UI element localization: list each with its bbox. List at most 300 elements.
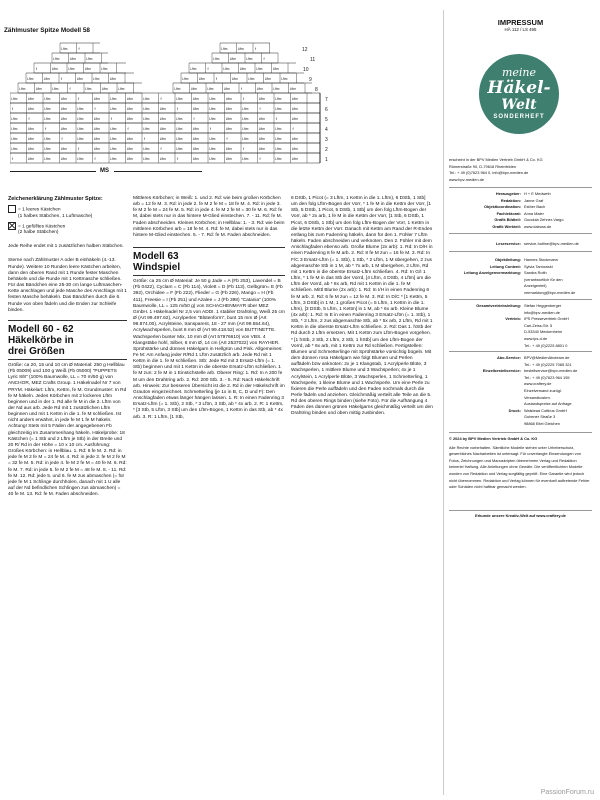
divider — [133, 275, 285, 276]
filled-cell-label: f — [94, 107, 96, 111]
empty-cell-label: Lftm — [143, 106, 150, 111]
empty-cell-label: Lftm — [126, 106, 133, 111]
filled-cell-label: f — [207, 67, 209, 71]
impressum-row — [449, 323, 592, 330]
legend-item-1 — [8, 205, 127, 213]
filled-cell-label: f — [12, 157, 14, 161]
empty-box-icon — [8, 205, 16, 213]
empty-cell-label: Lftm — [291, 146, 298, 151]
filled-cell-label: f — [259, 107, 261, 111]
empty-cell-label: Lftm — [159, 156, 166, 161]
filled-cell-label: f — [259, 157, 261, 161]
filled-cell-label: f — [241, 87, 243, 91]
legend-2a: = 1 gefülltes Kästchen — [18, 224, 66, 229]
empty-cell-label: Lftm — [126, 136, 133, 141]
empty-cell-label: Lftm — [223, 86, 230, 91]
impressum-key — [449, 336, 524, 343]
impressum-key: Leitung Content: — [489, 263, 521, 269]
empty-cell-label: Lftm — [44, 146, 51, 151]
impressum-key — [449, 421, 524, 428]
empty-cell-label: Lftm — [209, 146, 216, 151]
row-number: 4 — [325, 127, 328, 133]
empty-cell-label: Lftm — [60, 96, 67, 101]
crochet-chart — [10, 38, 340, 168]
legend-item-2 — [8, 222, 127, 230]
empty-cell-label: Lftm — [264, 76, 271, 81]
website: www.bpv-medien.de — [449, 176, 485, 182]
impressum-row — [449, 362, 592, 369]
empty-cell-label: Lftm — [176, 146, 183, 151]
filled-cell-label: f — [61, 77, 63, 81]
row-number: 9 — [309, 77, 312, 83]
impressum-row — [449, 310, 592, 317]
empty-cell-label: Lftm — [176, 96, 183, 101]
empty-cell-label: Lftm — [229, 56, 236, 61]
impressum-title: IMPRESSUM — [497, 18, 544, 27]
filled-cell-label: f — [177, 157, 179, 161]
column-separator — [443, 10, 444, 795]
empty-cell-label: Lftm — [209, 116, 216, 121]
logo-line-4: SONDERHEFT — [493, 114, 545, 120]
empty-cell-label: Lftm — [110, 106, 117, 111]
empty-cell-label: Lftm — [77, 106, 84, 111]
row-number: 5 — [325, 117, 328, 123]
impressum-key — [449, 381, 524, 388]
empty-cell-label: Lftm — [221, 46, 228, 51]
legal-info — [449, 436, 592, 491]
empty-cell-label: Lftm — [76, 76, 83, 81]
empty-cell-label: Lftm — [242, 106, 249, 111]
divider — [449, 251, 592, 252]
empty-cell-label: Lftm — [143, 116, 150, 121]
impressum-value: Sylvia Tarnowski — [524, 263, 553, 269]
empty-cell-label: Lftm — [225, 116, 232, 121]
row-number: 1 — [325, 157, 328, 163]
filled-cell-label: f — [28, 117, 30, 121]
impressum-value: Hannes Stockmann — [524, 257, 558, 262]
impressum-row — [449, 257, 592, 264]
impressum-key — [449, 283, 524, 290]
impressum-row — [449, 191, 592, 198]
section-sub-63: Windspiel — [133, 262, 181, 274]
impressum-value: Gundula Zehner-Vargo — [524, 217, 564, 223]
legend-2b: (2 halbe Stäbchen) — [18, 230, 59, 236]
impressum-value: info@bpv-medien.de — [524, 309, 560, 315]
empty-cell-label: Lftm — [231, 76, 238, 81]
impressum-value: bestellservice@bpv-medien.de — [524, 368, 578, 374]
empty-cell-label: Lftm — [192, 126, 199, 131]
empty-cell-label: Lftm — [44, 156, 51, 161]
impressum-value: vermarktung@bpv-medien.de — [524, 289, 576, 295]
empty-cell-label: Lftm — [27, 106, 34, 111]
impressum-key — [449, 395, 524, 402]
empty-cell-label: Lftm — [110, 136, 117, 141]
empty-cell-label: Lftm — [93, 76, 100, 81]
filled-cell-label: f — [127, 127, 129, 131]
impressum-value: IPS Pressevertrieb GmbH — [524, 316, 569, 322]
address: Römerstraße 90, D-79618 Rheinfelden — [449, 163, 517, 169]
row-number: 8 — [315, 87, 318, 93]
empty-cell-label: Lftm — [84, 66, 91, 71]
empty-cell-label: Lftm — [60, 146, 67, 151]
empty-cell-label: Lftm — [182, 76, 189, 81]
filled-cell-label: f — [36, 67, 38, 71]
filled-cell-label: f — [243, 147, 245, 151]
empty-cell-label: Lftm — [258, 126, 265, 131]
empty-cell-label: Lftm — [27, 76, 34, 81]
empty-cell-label: Lftm — [176, 136, 183, 141]
note-2: Sterne nach Zählmuster A oder B einhäkeln (4.-13. Runde). Weitere 10 Runden leere Kästchen arbeiten, dann den oberen Rand mit 1 Runde fester Maschen behäkeln und die Runde mit 1 Kettmasche schließen. Für das Bändchen eine 25-30 cm lange Luftmaschen-Kette anschlagen und jede Masche des Anschlags mit 1 festen Masche behäkeln. Das Bändchen durch die 6. Runde von oben fädeln und die Enden zur Schleife binden. — [8, 258, 127, 313]
empty-cell-label: Lftm — [60, 126, 67, 131]
impressum-row — [449, 355, 592, 362]
empty-cell-label: Lftm — [242, 136, 249, 141]
impressum-key — [449, 362, 524, 369]
footer-link[interactable]: Erkunde unsere Kreativ-Welt auf www.craftery.de — [475, 513, 566, 518]
impressum-row — [449, 241, 592, 248]
empty-cell-label: Lftm — [242, 156, 249, 161]
empty-cell-label: Lftm — [275, 156, 282, 161]
section-title-63: Modell 63 — [133, 251, 179, 263]
empty-cell-label: Lftm — [27, 146, 34, 151]
empty-cell-label: Lftm — [77, 116, 84, 121]
impressum-row — [449, 368, 592, 375]
empty-cell-label: Lftm — [77, 156, 84, 161]
empty-cell-label: Lftm — [225, 146, 232, 151]
empty-cell-label: Lftm — [190, 86, 197, 91]
impressum-key: Abo-Service: — [497, 355, 521, 360]
impressum-key: Grafik Bildteil: — [494, 217, 521, 223]
filled-cell-label: f — [12, 107, 14, 111]
empty-cell-label: Lftm — [27, 136, 34, 141]
divider — [449, 299, 592, 300]
row-number: 2 — [325, 147, 328, 153]
filled-cell-label: f — [160, 147, 162, 151]
impressum-row — [449, 198, 592, 205]
empty-cell-label: Lftm — [275, 146, 282, 151]
instructions-60: Größe: ca 20, 15 und 10 cm Ø Material: 250 g Hellblau (Fb 05009) und 100 g Weiß (Fb 05000) "PUPPETS Lyric 8/8" (100% Baumwolle, LL = 70 m/50 g) von ANCHOR, MEZ Crafts Group. 1 Häkelnadel Nr 7 von PRYM. Häkelart: Lftm, Kettm, fe M. Grundmuster: In Rd fe M häkeln. Jedes Körbchen mit 2 lockeren Lftm beginnen und in der 1. Rd alle fe M in die 2. Lftm von der Nd aus arb. Jede Rd mit 1 zusätzlichen Lftm beginnen und mit 1 Kettm in die 1. fe M schließen. Ist nicht anders erwähnt, in jede fe M 1 fe M häkeln. Achtung! Stets mit 5 Fäden der angegebenen Fb gleichzeitig im Zusammenhang häkeln. Häkelprobe: 18 Kästchen (= 1 Stb und 2 Lftm je Stb) in der Breite und 20 R/ Rd in der Höhe = 10 x 10 cm. Ausführung: Großes Körbchen: in Hellblau. 1. Rd: 6 fe M. 2. Rd: in jede fe M 2 fe M = 24 fe M. 4. Rd: in jede 3. fe M 2 fe M = 32 fe M. 5. Rd: in jede 4. fe M 2 fe M = 40 fe M. 6. Rd: fe M. 7. Rd: in jede 5. fe M 2 fe M = 48 fe M. 8. - 11. Rd: fe M. 12. Rd: jede 5. und 6. fe M zus abmaschen (= für jede fe M 1 Schlinge durchholen, danach mit 1 U alle auf der Nd befindlichen Schlingen zus abmaschen) = 40 fe M. 13. Rd: fe M. Faden abschneiden. — [8, 362, 127, 498]
empty-cell-label: Lftm — [258, 116, 265, 121]
impressum-row — [449, 204, 592, 211]
ms-line-left — [10, 171, 96, 172]
empty-cell-label: Lftm — [11, 146, 18, 151]
filled-cell-label: f — [45, 127, 47, 131]
empty-cell-label: Lftm — [256, 66, 263, 71]
impressum-key — [449, 323, 524, 330]
empty-cell-label: Lftm — [159, 106, 166, 111]
impressum-row — [449, 283, 592, 290]
empty-cell-label: Lftm — [209, 136, 216, 141]
impressum-value: Tel.: + 49 (0)7623 964 155 — [524, 374, 570, 380]
empty-cell-label: Lftm — [225, 96, 232, 101]
empty-cell-label: Lftm — [110, 156, 117, 161]
impressum-row — [449, 381, 592, 388]
legal-text: Alle Rechte vorbehalten. Sämtliche Modelle stehen unter Urheberschutz, gewerbliches Nacharbeiten ist untersagt. Für unverlangte Einsendungen von Fotos, Zeichnungen und Manuskripten übernehmen Verlag und Redaktion keinerlei Haftung. Alle Anleitungen ohne Gewähr. Die veröffentlichten Modelle wurden von Redaktion und Verlag sorgfältig geprüft. Eine Garantie wird jedoch nicht übernommen. Redaktion und Verlag können für eventuell auftretende Fehler oder Schäden nicht haftbar gemacht werden. — [449, 444, 590, 490]
empty-cell-label: Lftm — [291, 116, 298, 121]
empty-cell-label: Lftm — [242, 126, 249, 131]
empty-cell-label: Lftm — [246, 56, 253, 61]
empty-cell-label: Lftm — [60, 106, 67, 111]
instructions-63-cont: 6 DStb, 1 Picot (= 3 Lftm, 1 Kettm in die 1. Lftm), 6 DStb, 1 Stb] um den folg Lftm-Bogen der Vorr, * 1 fe M in die Kettm der Vorr, [1 Stb, 5 DStb, 1 Picot, 5 DStb, 1 Stb] um den folg Lftm-Bogen der Vorr, ab * 2x arb, 1 fe M in die Kettm der Vorr, [1 Stb, 6 DStb, 1 Picot, 6 DStb, 1 Stb] um den folg Lftm-Bogen der Vorr, 1 Kettm in die letzte Kettm der Vorr. Danach mit Kettm am Rand der R-Enden entlang bis zum Fadenring häkeln, dann für den 1. Fühler 7 Lftm häkeln. Faden abschneiden und verknoten. Den 2. Fühler mit dem Anschlagfaden ebenso arb. Große Blume (2x arb): 1. Rd: In D/H in einen Fadenring 8 fe M arb. 2. Rd: 8 fe M zun = 16 fe M. 3. Rd: In F/C 3 Ersatz-Lftm (= 1. Stb), 1 Stb, * 2 Lftm, 1 M übergehen, 2 zus abgemaschte Stb in 1 M, ab * 7x arb, 1 M übergehen, 2 Lftm, Rd mit 1 Kettm in die oberste Ersatz-Lftm schließen. 4. Rd: In G/I 1 Lftm, * 1 fe M in das Stb der Vorrd, [4 Lftm, 4 DStb, 4 Lftm] um die Lftm der Vorrd, ab * 8x arb, Rd mit 1 Kettm in die 1. fe M schließen. Mittl Blume (2x arb): 1. Rd: In I/H in einen Fadenring 6 fe M arb. 2. Rd: 6 fe M zun = 12 fe M. 3. Rd: In D/C * [1 Kettm, 5 Lftm, 3 DStb] in 1 M, 1 großes Picot (= 5 Lftm, 1 Kettm in die 1. Lftm), [3 DStb, 5 Lftm, 1 Kettm] in 1 M, ab * 6x arb. Kleine Blume (4x arb): 1. Rd: In E in einen Fadenring 3 Ersatz-Lftm (= 1. Stb), 1 Stb, * 2 Lftm, 2 zus abgemaschte Stb, ab * 5x arb, 2 Lftm, Rd mit 1 Kettm in die oberste Ersatz-Lftm schließen. 2. Rd: Das 1. hStb der Rd durch 2 Lftm ersetzen. Mit 1 Kettm zum Lftm-Bogen vorgehen. * [1 hStb, 2 Stb, 2 Lftm, 2 Stb, 1 hStb] um den Lftm-Bogen der Vorrd, ab * 6x arb, mit 1 Kettm zur Rd schließen. Fertigstellen: Blumen und Schmetterlinge mit Sprühstärke vorsichtig bügeln. Mit dem dünnen rosa Häkelgarn wie folgt Blumen und Perlen auffädeln bzw anknoten: 2x je 1 Klangstab, 1 Acrylperle Blüte, 3 Wachsperlen, 1 mittlere Blume und 3 Wachsperlen; 4x je 1 Acrylstein, 1 Acrylperle Blüte, 3 Wachsperlen, 1 Schmetterling, 1 Wachsperle, 1 kleine Blume und 1 Wachsperle. Um eine Perle zu fixieren die Perle auffädeln und den Faden nochmals durch die Perle fädeln und anziehen. Gleichmäßig verteilt alle Teile an die 5. Rd des oberen Rings binden (siehe Foto). Für die Aufhängung 4 Fäden des dünnen grünen Häkelgarns gleichmäßig verteilt um den Drahtring binden und oben mittig zusbinden. — [291, 196, 433, 417]
column-1 — [8, 196, 127, 498]
divider — [449, 432, 592, 433]
empty-cell-label: Lftm — [176, 116, 183, 121]
empty-cell-label: Lftm — [61, 46, 68, 51]
empty-cell-label: Lftm — [291, 106, 298, 111]
empty-cell-label: Lftm — [126, 116, 133, 121]
chart-title: Zählmuster Spitze Modell 58 — [4, 27, 90, 34]
empty-cell-label: Lftm — [291, 136, 298, 141]
empty-cell-label: Lftm — [272, 66, 279, 71]
filled-cell-label: f — [210, 127, 212, 131]
filled-cell-label: f — [78, 47, 80, 51]
ms-line-right — [114, 171, 202, 172]
filled-cell-label: f — [263, 57, 265, 61]
empty-cell-label: Lftm — [225, 126, 232, 131]
impressum-key: Leserservice: — [495, 241, 521, 246]
phone: Tel.: + 49 (0)7623 964 0, info@bpv-medien.de — [449, 170, 529, 176]
filled-cell-label: f — [276, 117, 278, 121]
impressum-key — [449, 343, 524, 350]
row-number: 11 — [310, 57, 316, 63]
column-2 — [133, 196, 285, 421]
empty-cell-label: Lftm — [35, 86, 42, 91]
impressum-row — [449, 270, 592, 277]
impressum-row — [449, 217, 592, 224]
impressum-value: 98868 Eitel Gleichen — [524, 420, 560, 426]
empty-cell-label: Lftm — [207, 86, 214, 91]
empty-cell-label: Lftm — [273, 86, 280, 91]
impressum-key: Vertrieb: — [505, 316, 521, 322]
divider — [449, 233, 592, 234]
filled-cell-label: f — [94, 157, 96, 161]
impressum-row — [449, 414, 592, 421]
impressum-key — [449, 310, 524, 317]
empty-cell-label: Lftm — [43, 76, 50, 81]
empty-cell-label: Lftm — [223, 66, 230, 71]
empty-cell-label: Lftm — [11, 126, 18, 131]
impressum-row — [449, 264, 592, 271]
empty-cell-label: Lftm — [258, 96, 265, 101]
impressum-key — [449, 414, 524, 421]
note-1: Jede Reihe endet mit 1 zusätzlichen halben Stäbchen. — [8, 244, 124, 250]
empty-cell-label: Lftm — [291, 156, 298, 161]
impressum-header — [449, 18, 592, 33]
impressum-key: Gesamtvertriebsleitung: — [476, 303, 521, 308]
empty-cell-label: Lftm — [44, 106, 51, 111]
impressum-row — [449, 401, 592, 408]
impressum-key: Einzelbestellservice: — [482, 368, 521, 374]
instructions-63: Größe: ca 25 cm Ø Material: Je 50 g Jade = A (Fb 253), Lavendel = B (Fb 0422), Cyclam = C (Fb 114), Violett = D (Fb 113), Gelbgrün= E (Fb 392), Orchidee = F (Fb 222), Flieder = G (Fb 226), Mango = H (Fb 411), Freesie = I (Fb 251) und Azalee = J (Fb 398) "Catania" (100% Baumwolle, LL = 125 m/50 g) von SCHACHENMAYR über MEZ GmbH. 1 Häkelnadel Nr 2,5 von ADDI. 1 stabiler Drahtring, Weiß 25 cm Ø (Art 99.497.62), Acrylperlen "Blütenform", bunt 15 mm Ø (Art 99.874.00), Acrylsteine, transparent, 18 - 27 mm (Art 99.554.64), Acrylwachsperlen, bunt 8 mm Ø (Art 99.418.52) von BUTTINETTE. Wachsperlen bunter Mix, 10 mm Ø (Art 57976610) von VBS. 4 Klangstäbe hohl, Silber, 6 mm Ø, 14 cm (Art 2537022) von RAYHER. Sprühstärke und dünnes Häkelgarn in Hellgrün und Pink. Allgemeines: Fe M: Am Anfang jeder R/Rd 1 Lftm zusätzlich arb. Jede Rd mit 1 Kettm in die 1. fe M schließen. Stb: Jede Rd mit 3 Ersatz-Lftm (= 1. Stb) beginnen und mit 1 Kettm in die oberste Ersatz-Lftm schließen. 1 fe M zun: 2 fe M in 1 Einstichstelle arb. Oberer Ring: 1. Rd: In A 200 fe M um den Drahtring arb. 2. Rd: 200 Stb. 3. - 5. Rd: Nach Häkelschrift arb. Hinweis: Zur besseren Übersicht ist die 2. Rd in der Häkelschrift im Grauton eingezeichnet. Schmetterling (je 1x in B, C, D und F): Den Anschlagfaden etwas länger hängen lassen. 1. R: In einen Fadenring 3 Ersatz-Lftm (= 1. Stb), 2 Stb, * 3 Lftm, 3 Stb, ab * 4x arb. 2. R: 1 Kettm, * [3 Stb, 5 Lftm, 3 Stb] um den Lftm-Bogen, 1 Kettm in das Stb, ab * 4x arb. 3. R: 1 Lftm, [1 Stb, — [133, 279, 285, 420]
empty-cell-label: Lftm — [110, 96, 117, 101]
empty-cell-label: Lftm — [85, 86, 92, 91]
empty-cell-label: Lftm — [242, 116, 249, 121]
impressum-value: D-53340 Meckenheim — [524, 329, 563, 335]
row-number: 12 — [302, 47, 308, 53]
empty-cell-label: Lftm — [27, 96, 34, 101]
empty-cell-label: Lftm — [11, 116, 18, 121]
empty-cell-label: Lftm — [69, 56, 76, 61]
impressum-value: Carl-Zeiss-Str. 5 — [524, 322, 553, 328]
empty-cell-label: Lftm — [44, 116, 51, 121]
empty-cell-label: Lftm — [60, 116, 67, 121]
impressum-value: Sandra Roith — [524, 270, 547, 276]
empty-cell-label: Lftm — [237, 46, 244, 51]
impressum-key — [449, 388, 524, 395]
empty-cell-label: Lftm — [225, 156, 232, 161]
filled-cell-label: f — [216, 77, 218, 81]
empty-cell-label: Lftm — [239, 66, 246, 71]
empty-cell-label: Lftm — [51, 66, 58, 71]
staff-list — [449, 191, 592, 231]
impressum-key: Grafik Werkteil: — [492, 223, 521, 229]
logo-line-1: meine — [501, 66, 537, 79]
filled-cell-label: f — [78, 147, 80, 151]
empty-cell-label: Lftm — [275, 106, 282, 111]
impressum-key — [449, 375, 524, 382]
empty-cell-label: Lftm — [126, 96, 133, 101]
magazine-logo — [479, 54, 559, 134]
impressum-key: Fachlektorat: — [496, 210, 521, 216]
empty-cell-label: Lftm — [44, 136, 51, 141]
impressum-key: Redaktion: — [500, 197, 521, 203]
empty-cell-label: Lftm — [93, 96, 100, 101]
empty-cell-label: Lftm — [192, 106, 199, 111]
impressum-row — [449, 395, 592, 402]
empty-cell-label: Lftm — [281, 76, 288, 81]
impressum-value: Stefan Heggenberger — [524, 303, 562, 308]
impressum-row — [449, 329, 592, 336]
impressum-value: Tel.: + 49 (0)2225 8801 0 — [524, 342, 568, 348]
empty-cell-label: Lftm — [27, 156, 34, 161]
publisher-info — [449, 157, 592, 183]
impressum-value: Janne Graf — [524, 197, 544, 203]
filled-cell-label: f — [78, 97, 80, 101]
filled-cell-label: f — [292, 127, 294, 131]
impressum-value: Tel.: + 49 (0)2225 7085 321 — [524, 361, 572, 367]
empty-cell-label: Lftm — [291, 96, 298, 101]
impressum-key: Objektleitung: — [494, 257, 521, 262]
empty-cell-label: Lftm — [192, 136, 199, 141]
empty-cell-label: Lftm — [198, 76, 205, 81]
divider — [8, 320, 127, 321]
empty-cell-label: Lftm — [192, 156, 199, 161]
impressum-row — [449, 421, 592, 428]
empty-cell-label: Lftm — [258, 146, 265, 151]
empty-cell-label: Lftm — [19, 86, 26, 91]
ms-label: MS — [100, 168, 109, 174]
impressum-row — [449, 408, 592, 415]
impressum-key — [449, 290, 524, 297]
empty-cell-label: Lftm — [192, 146, 199, 151]
divider — [8, 359, 127, 360]
impressum-value: Anzeigenteil) — [524, 283, 547, 289]
impressum-row — [449, 290, 592, 297]
empty-cell-label: Lftm — [159, 126, 166, 131]
empty-cell-label: Lftm — [60, 156, 67, 161]
empty-cell-label: Lftm — [110, 146, 117, 151]
impressum-value: www.dabuss.de — [524, 223, 552, 229]
impressum-value: www.ips-d.de — [524, 335, 548, 341]
legend-title: Zeichenerklärung Zählmuster Spitze: — [8, 196, 103, 202]
empty-cell-label: Lftm — [118, 86, 125, 91]
empty-cell-label: Lftm — [176, 126, 183, 131]
empty-cell-label: Lftm — [190, 66, 197, 71]
empty-cell-label: Lftm — [11, 136, 18, 141]
impressum-value: service-hotline@bpv-medien.de — [524, 241, 579, 246]
impressum-row — [449, 388, 592, 395]
impressum-key: Leitung Anzeigenvermarktung: — [463, 270, 521, 276]
empty-cell-label: Lftm — [143, 146, 150, 151]
impressum-key — [449, 401, 524, 408]
row-number: 6 — [325, 107, 328, 113]
filled-cell-label: f — [61, 137, 63, 141]
impressum-value: Anna Maier — [524, 210, 544, 216]
section-sub-1: Häkelkörbe in — [8, 334, 74, 346]
empty-cell-label: Lftm — [110, 126, 117, 131]
impressum-value: Einzelversand zuzügl. — [524, 387, 562, 393]
impressum-row — [449, 277, 592, 284]
empty-cell-label: Lftm — [86, 56, 93, 61]
impressum-value: Gubener Straße 3 — [524, 414, 556, 420]
impressum-value: Walstead Cottbus GmbH — [524, 407, 567, 413]
impressum-row — [449, 343, 592, 350]
empty-cell-label: Lftm — [93, 146, 100, 151]
empty-cell-label: Lftm — [275, 126, 282, 131]
empty-cell-label: Lftm — [143, 156, 150, 161]
filled-cell-label: f — [160, 97, 162, 101]
impressum-row — [449, 224, 592, 231]
section-sub-2: drei Größen — [8, 345, 65, 357]
empty-cell-label: Lftm — [159, 116, 166, 121]
empty-cell-label: Lftm — [213, 56, 220, 61]
empty-cell-label: Lftm — [101, 66, 108, 71]
empty-cell-label: Lftm — [143, 126, 150, 131]
filled-cell-label: f — [243, 97, 245, 101]
row-number: 3 — [325, 137, 328, 143]
publisher: erscheint in der BPV Medien Vertrieb GmbH & Co. KG — [449, 157, 543, 162]
empty-cell-label: Lftm — [258, 136, 265, 141]
instructions-60-cont: Mittleres Körbchen; in Weiß: 1. und 2. Rd: wie beim großen Körbchen arb = 12 fe M. 3. Rd: in jede 2. fe M 2 fe M = 18 fe M. 4. Rd: in jede 3. fe M 2 fe M = 24 fe M. 5. Rd: in jede 4. fe M 2 fe M = 30 fe M. 6. Rd: fe M, dabei stets nur in das hintere M-Glied einstechen. 7. - 11. Rd: fe M. Faden abschneiden. Kleines Körbchen; in Hellblau: 1. - 3. Rd: wie beim mittleren Körbchen arb = 18 fe M. 4. Rd: fe M, dabei stets nur in das hintere M-Glied einstechen. 5. - 7. Rd: fe M. Faden abschneiden. — [133, 196, 285, 238]
filled-cell-label: f — [193, 117, 195, 121]
management-list — [449, 257, 592, 297]
impressum-key — [449, 277, 524, 284]
empty-cell-label: Lftm — [225, 106, 232, 111]
legend-1a: = 1 leeres Kästchen — [18, 207, 61, 213]
impressum-value: BPV@MedienAboteam.de — [524, 355, 570, 360]
impressum-value: H + E Medweth — [524, 191, 551, 196]
row-number: 10 — [303, 67, 309, 73]
empty-cell-label: Lftm — [209, 156, 216, 161]
impressum-row — [449, 375, 592, 382]
logo-line-2: Häkel- — [487, 78, 551, 98]
filled-cell-label: f — [226, 137, 228, 141]
section-title-60: Modell 60 - 62 — [8, 323, 74, 335]
empty-cell-label: Lftm — [68, 66, 75, 71]
divider — [449, 510, 592, 511]
impressum-value: Auslandspreise auf Anfrage — [524, 401, 572, 407]
logo-line-3: Welt — [501, 97, 537, 113]
service-list — [449, 355, 592, 428]
empty-cell-label: Lftm — [192, 96, 199, 101]
empty-cell-label: Lftm — [209, 96, 216, 101]
empty-cell-label: Lftm — [159, 136, 166, 141]
empty-cell-label: Lftm — [77, 126, 84, 131]
empty-cell-label: Lftm — [93, 136, 100, 141]
filled-box-icon — [8, 222, 16, 230]
impressum-key — [449, 329, 524, 336]
empty-cell-label: Lftm — [209, 106, 216, 111]
empty-cell-label: Lftm — [289, 86, 296, 91]
